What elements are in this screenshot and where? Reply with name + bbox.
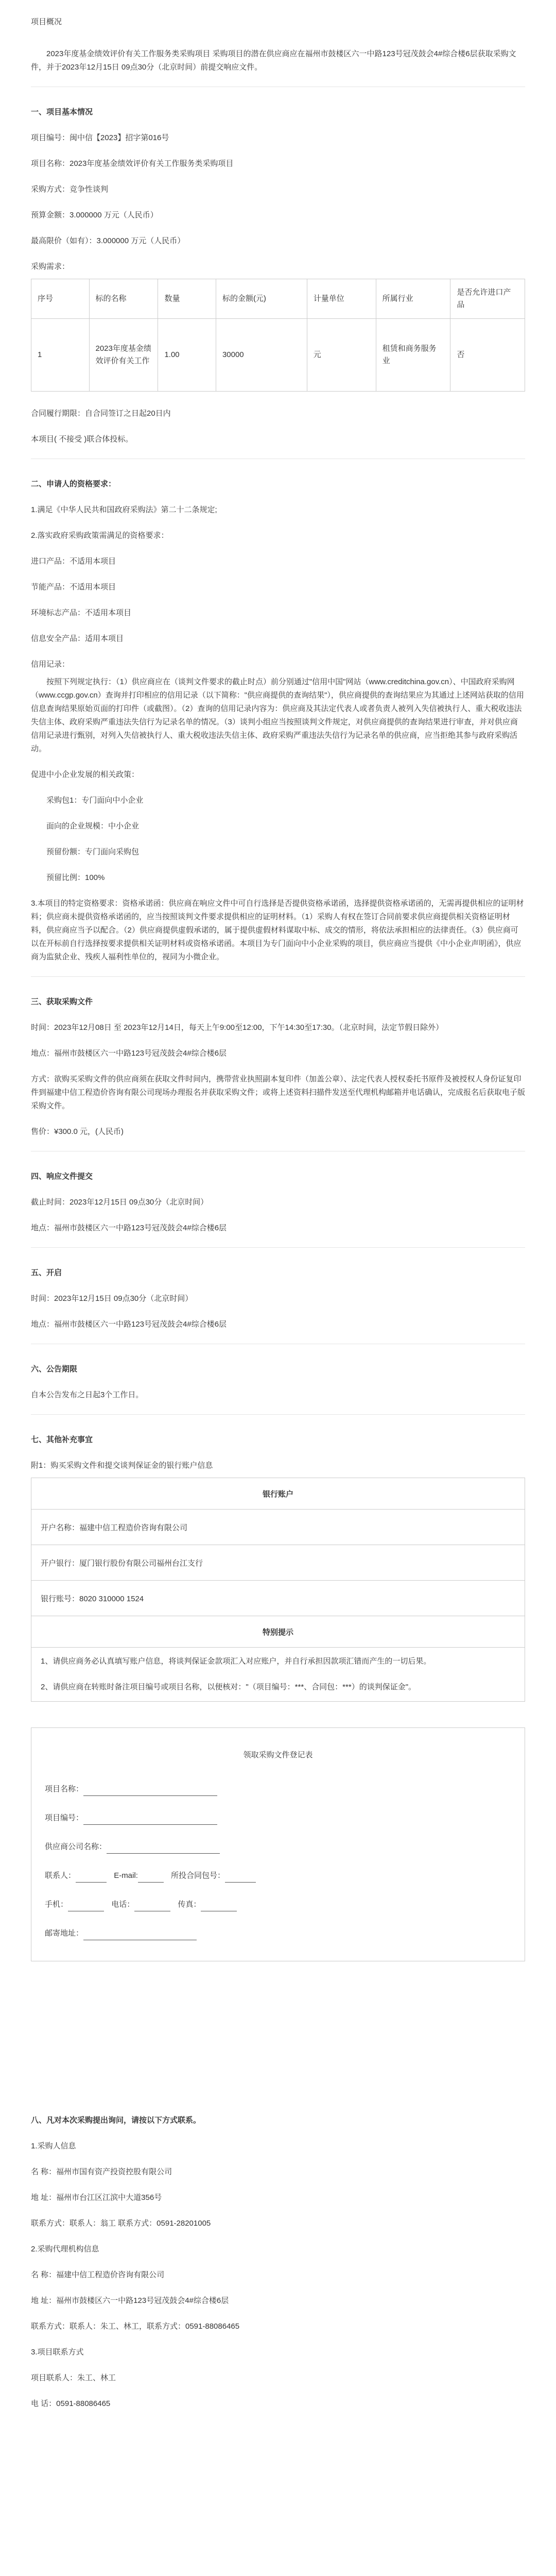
col-header: 序号 — [31, 279, 90, 319]
special-note — [31, 1648, 525, 1702]
table-cell: 1.00 — [158, 319, 216, 392]
contact-2-phone: 联系方式：联系人：朱工、林工，联系方式：0591-88086465 — [31, 2322, 240, 2331]
obtain-place: 地点：福州市鼓楼区六一中路123号冠茂鼓会4#综合楼6层 — [31, 1049, 227, 1058]
contact-1-name: 名 称：福州市国有资产投资控股有限公司 — [31, 2167, 172, 2176]
project-number: 项目编号：闽中信【2023】招字第016号 — [31, 133, 169, 142]
col-header: 计量单位 — [307, 279, 376, 319]
reg-label: 供应商公司名称： — [45, 1842, 107, 1851]
requirement-3: 3.本项目的特定资格要求：资格承诺函：供应商在响应文件中可自行选择是否提供资格承诺函，选择提供资格承诺函的，无需再提供相应的证明材料；供应商未提供资格承诺函的，应当按照谈判文件要求提供相应的证明材料。（1）采购人有权在签订合同前要求供应商提供相关资格证明材料，供应商应当予以配合。（2）供应商提供虚假承诺的，属于提供虚假材料谋取中标、成交的情形，将依法承担相应的法律责任。（3）供应商可以在开标前自行选择按要求提供相关证明材料或资格承诺函。本项目为专门面向中小企业采购的项目，供应商应当提供《中小企业声明函》，供应商为监狱企业、残疾人福利性单位的，视同为小微企业。 — [31, 899, 524, 961]
special-note-2: 2、请供应商在转账时备注项目编号或项目名称，以便核对："（项目编号：***、合同包：***）的谈判保证金"。 — [41, 1683, 416, 1691]
reg-blank[interactable] — [134, 1902, 170, 1911]
col-header: 标的名称 — [89, 279, 158, 319]
contact-1-address: 地 址：福州市台江区江滨中大道356号 — [31, 2193, 162, 2202]
contact-2-address: 地 址：福州市鼓楼区六一中路123号冠茂鼓会4#综合楼6层 — [31, 2296, 229, 2305]
reg-row — [45, 1811, 511, 1825]
reg-row — [45, 1898, 511, 1911]
table-cell: 30000 — [216, 319, 307, 392]
reg-blank[interactable] — [138, 1873, 164, 1883]
reg-row — [45, 1869, 511, 1883]
contact-3-title: 3.项目联系方式 — [31, 2348, 84, 2357]
info-security-products: 信息安全产品：适用本项目 — [31, 634, 124, 643]
procurement-method: 采购方式：竞争性谈判 — [31, 185, 109, 194]
table-cell: 否 — [450, 319, 525, 392]
contact-1-phone: 联系方式：联系人：翁工 联系方式：0591-28201005 — [31, 2219, 211, 2228]
reg-blank[interactable] — [68, 1902, 104, 1911]
col-header: 数量 — [158, 279, 216, 319]
reg-label: 电话： — [111, 1900, 135, 1909]
reg-blank[interactable] — [83, 1786, 217, 1796]
requirement-1: 1.满足《中华人民共和国政府采购法》第二十二条规定; — [31, 505, 217, 514]
notice-period: 自本公告发布之日起3个工作日。 — [31, 1391, 144, 1399]
table-cell: 元 — [307, 319, 376, 392]
contract-period: 合同履行期限：自合同签订之日起20日内 — [31, 409, 171, 418]
open-place: 地点：福州市鼓楼区六一中路123号冠茂鼓会4#综合楼6层 — [31, 1320, 227, 1329]
reg-label: 项目名称： — [45, 1785, 84, 1793]
special-header: 特别提示 — [31, 1616, 525, 1648]
obtain-time: 时间：2023年12月08日 至 2023年12月14日，每天上午9:00至12:00，下午14:30至17:30。（北京时间，法定节假日除外） — [31, 1023, 444, 1032]
consortium-note: 本项目( 不接受 )联合体投标。 — [31, 435, 133, 444]
requirement-2: 2.落实政府采购政策需满足的资格要求： — [31, 531, 169, 540]
contact-2-title: 2.采购代理机构信息 — [31, 2245, 99, 2253]
bank-name: 开户名称：福建中信工程造价咨询有限公司 — [31, 1510, 525, 1545]
energy-products: 节能产品：不适用本项目 — [31, 583, 116, 591]
overview-text: 2023年度基金绩效评价有关工作服务类采购项目 采购项目的潜在供应商应在福州市鼓楼区六一中路123号冠茂鼓会4#综合楼6层获取采购文件，并于2023年12月15日 09点30分（北京时间）前提交响应文件。 — [31, 49, 516, 72]
max-price: 最高限价（如有）：3.000000 万元（人民币） — [31, 236, 185, 245]
attachment-1-label: 附1：购买采购文件和提交谈判保证金的银行账户信息 — [31, 1461, 213, 1470]
reg-label: 手机： — [45, 1900, 68, 1909]
reg-blank[interactable] — [107, 1844, 220, 1854]
reg-label: 项目编号： — [45, 1814, 84, 1822]
table-header-row — [31, 279, 525, 319]
section-1-title: 一、项目基本情况 — [31, 108, 93, 116]
requirement-label: 采购需求： — [31, 262, 70, 271]
project-name: 项目名称：2023年度基金绩效评价有关工作服务类采购项目 — [31, 159, 234, 168]
section-5-title: 五、开启 — [31, 1268, 62, 1277]
reg-blank[interactable] — [83, 1930, 197, 1940]
divider — [31, 1247, 525, 1248]
sme-item: 预留比例：100% — [46, 873, 105, 882]
spacer — [31, 1992, 525, 2095]
contact-3-person: 项目联系人：朱工、林工 — [31, 2374, 116, 2382]
credit-text: 按照下列规定执行：（1）供应商应在（谈判文件要求的截止时点）前分别通过"信用中国"网站（www.creditchina.gov.cn）、中国政府采购网（www.ccgp.gov.cn）查询并打印相应的信用记录（以下简称："供应商提供的查询结果"），供应商提供的查询结果应为其通过上述网站获取的信用信息查询结果原始页面的打印件（或截图）。（2）查询的信用记录内容为：供应商及其法定代表人或者负责人被列入失信被执行人、重大税收违法失信主体、政府采购严重违法失信行为记录名单的情况。（3）谈判小组应当按照谈判文件规定，对供应商提供的查询结果进行审查，并对供应商信用记录进行甄别，对列入失信被执行人、重大税收违法失信主体、政府采购严重违法失信行为记录名单的供应商，应当拒绝其参与政府采购活动。 — [31, 677, 524, 753]
divider — [31, 976, 525, 977]
bank-header: 银行账户 — [31, 1478, 525, 1510]
reg-row — [45, 1783, 511, 1796]
registration-form — [31, 1727, 525, 1961]
bank-account-table — [31, 1478, 525, 1702]
open-time: 时间：2023年12月15日 09点30分（北京时间） — [31, 1294, 193, 1303]
reg-blank[interactable] — [225, 1873, 256, 1883]
announcement-page — [31, 0, 525, 2411]
sme-label: 促进中小企业发展的相关政策： — [31, 770, 140, 779]
overview-title: 项目概况 — [31, 18, 62, 26]
contact-3-phone: 电 话：0591-88086465 — [31, 2399, 111, 2408]
reg-label: 邮寄地址： — [45, 1929, 84, 1938]
special-note-1: 1、请供应商务必认真填写账户信息，将谈判保证金款项汇入对应账户，并自行承担因款项汇错而产生的一切后果。 — [41, 1657, 431, 1666]
section-4-title: 四、响应文件提交 — [31, 1172, 93, 1181]
contact-1-title: 1.采购人信息 — [31, 2142, 76, 2150]
sme-item: 面向的企业规模：中小企业 — [46, 822, 140, 831]
section-6-title: 六、公告期限 — [31, 1365, 78, 1374]
submit-place: 地点：福州市鼓楼区六一中路123号冠茂鼓会4#综合楼6层 — [31, 1224, 227, 1232]
sme-item: 预留份额：专门面向采购包 — [46, 848, 140, 856]
bank-branch: 开户银行：厦门银行股份有限公司福州台江支行 — [31, 1545, 525, 1581]
reg-row — [45, 1840, 511, 1854]
col-header: 标的金额(元) — [216, 279, 307, 319]
bank-account: 银行账号：8020 310000 1524 — [31, 1581, 525, 1616]
registration-title: 领取采购文件登记表 — [243, 1751, 313, 1759]
section-3-title: 三、获取采购文件 — [31, 997, 93, 1006]
table-cell: 1 — [31, 319, 90, 392]
reg-label: 联系人： — [45, 1871, 76, 1880]
budget-amount: 预算金额：3.000000 万元（人民币） — [31, 211, 158, 219]
reg-blank[interactable] — [76, 1873, 107, 1883]
contact-2-name: 名 称：福建中信工程造价咨询有限公司 — [31, 2270, 165, 2279]
table-cell: 2023年度基金绩效评价有关工作 — [89, 319, 158, 392]
reg-label: E-mail: — [114, 1871, 138, 1880]
col-header: 是否允许进口产品 — [450, 279, 525, 319]
section-7-title: 七、其他补充事宜 — [31, 1435, 93, 1444]
reg-blank[interactable] — [201, 1902, 237, 1911]
reg-label: 传真： — [178, 1900, 201, 1909]
credit-label: 信用记录： — [31, 660, 70, 669]
sme-item: 采购包1：专门面向中小企业 — [46, 796, 144, 805]
reg-row — [45, 1927, 511, 1940]
section-2-title: 二、申请人的资格要求： — [31, 480, 116, 488]
table-row — [31, 319, 525, 392]
eco-products: 环境标志产品：不适用本项目 — [31, 608, 132, 617]
divider — [31, 1414, 525, 1415]
section-8-title: 八、凡对本次采购提出询问，请按以下方式联系。 — [31, 2116, 201, 2125]
obtain-method: 方式：欲购买采购文件的供应商须在获取文件时间内，携带营业执照副本复印件（加盖公章）、法定代表人授权委托书原件及被授权人身份证复印件到福建中信工程造价咨询有限公司现场办理报名并获取采购文件；或将上述资料扫描件发送至代理机构邮箱并电话确认，完成报名后获取电子版采购文件。 — [31, 1075, 526, 1110]
requirement-table — [31, 279, 525, 392]
document-price: 售价：¥300.0 元，(人民币) — [31, 1127, 124, 1136]
import-products: 进口产品：不适用本项目 — [31, 557, 116, 566]
submit-deadline: 截止时间：2023年12月15日 09点30分（北京时间） — [31, 1198, 208, 1207]
col-header: 所属行业 — [376, 279, 450, 319]
table-cell: 租赁和商务服务业 — [376, 319, 450, 392]
reg-label: 所投合同包号： — [171, 1871, 225, 1880]
reg-blank[interactable] — [83, 1815, 217, 1825]
